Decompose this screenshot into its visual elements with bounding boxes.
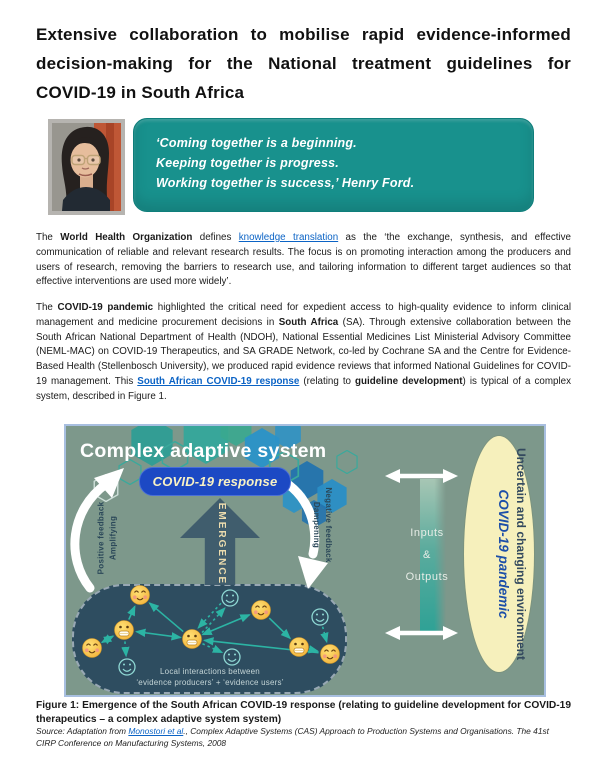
- grinning-emoji-icon: [183, 630, 202, 649]
- inputs-outputs-bottom-arrow-icon: [385, 626, 458, 640]
- capsule-caption: Local interactions between ‘evidence producers’ + ‘evidence users’: [136, 667, 284, 687]
- emergence-label: EMERGENCE: [216, 502, 227, 586]
- evidence-network: [83, 586, 340, 676]
- network-edge: [203, 615, 250, 635]
- positive-feedback-label: Positive feedback Amplifying: [96, 501, 118, 575]
- figure-caption: Figure 1: Emergence of the South African COVID-19 response (relating to guideline development for COVID-19 therapeutics – a complex adaptive system system): [36, 700, 571, 725]
- portrait-illustration: [52, 123, 121, 211]
- outline-smiley-icon: [224, 649, 240, 665]
- smiling-emoji-icon: [252, 601, 271, 620]
- grinning-emoji-icon: [115, 621, 134, 640]
- network-edge: [125, 641, 126, 656]
- paragraph-covid-response: The COVID-19 pandemic highlighted the critical need for expedient access to high-quality evidence to inform clinical management and medicine procurement decisions in South Africa (SA). Through extensive collaboration between the South African National Department of Health (NDOH), National Essential Medicines List Ministerial Advisory Committee (NEML-MAC) on COVID-19 Therapeutics, and SA GRADE Network, co-led by Cochrane SA and the Centre for Evidence-Based Health (Stellenbosch University), we produced rapid evidence reviews that informed National Guidelines for COVID-19 management. This South African COVID-19 response (relating to guideline development) is typical of a complex system, described in Figure 1.: [36, 302, 571, 402]
- network-edge: [310, 650, 318, 652]
- smiling-emoji-icon: [83, 639, 102, 658]
- outline-smiley-icon: [222, 590, 238, 606]
- author-portrait: [48, 119, 125, 215]
- grinning-emoji-icon: [290, 638, 309, 657]
- smiling-emoji-icon: [321, 645, 340, 664]
- paragraph-knowledge-translation: The World Health Organization defines knowledge translation as the ‘the exchange, synthesis, and effective communication of reliable and relevant research results. The focus is on promoting interaction among the producers and users of research, removing the barriers to research use, and tailoring information to different target audiences so that effective interventions are used more widely’.: [36, 232, 571, 288]
- network-edge: [323, 627, 327, 642]
- network-edge: [102, 636, 113, 642]
- page-title: Extensive collaboration to mobilise rapid evidence-informed decision-making for the National treatment guidelines for COVID-19 in South Africa: [36, 25, 571, 102]
- quote-line-3: Working together is success,’ Henry Ford.: [156, 176, 415, 190]
- inputs-outputs-label: Inputs & Outputs: [405, 527, 449, 583]
- network-edge: [129, 606, 135, 619]
- inline-link[interactable]: knowledge translation: [238, 232, 339, 243]
- network-edge: [136, 632, 180, 638]
- network-edge: [202, 644, 221, 653]
- smiling-emoji-icon: [131, 586, 150, 605]
- outline-smiley-icon: [312, 609, 328, 625]
- network-edge: [150, 603, 184, 631]
- figure-title: Complex adaptive system: [80, 440, 327, 462]
- figure-source: Source: Adaptation from Monostori et al., Complex Adaptive Systems (CAS) Approach to Production Systems and Organisations. The 41st CIRP Conference on Manufacturing Systems, 2008: [36, 726, 549, 748]
- covid-response-pill-label: COVID-19 response: [152, 474, 278, 489]
- covid-response-pill: [139, 467, 291, 496]
- inline-link[interactable]: South African COVID-19 response: [137, 375, 300, 387]
- inputs-outputs-top-arrow-icon: [385, 469, 458, 483]
- figure-complex-adaptive-system: [64, 424, 546, 697]
- negative-feedback-label: Negative feedback Dampening: [312, 487, 333, 563]
- inline-link[interactable]: Monostori et al: [128, 726, 184, 736]
- environment-ellipse-label: Uncertain and changing environment COVID-19 pandemic: [496, 447, 528, 661]
- quote-line-2: Keeping together is progress.: [156, 156, 339, 170]
- network-edge: [269, 618, 290, 638]
- quote-line-1: ‘Coming together is a beginning.: [156, 136, 357, 150]
- quote-box: [133, 118, 534, 212]
